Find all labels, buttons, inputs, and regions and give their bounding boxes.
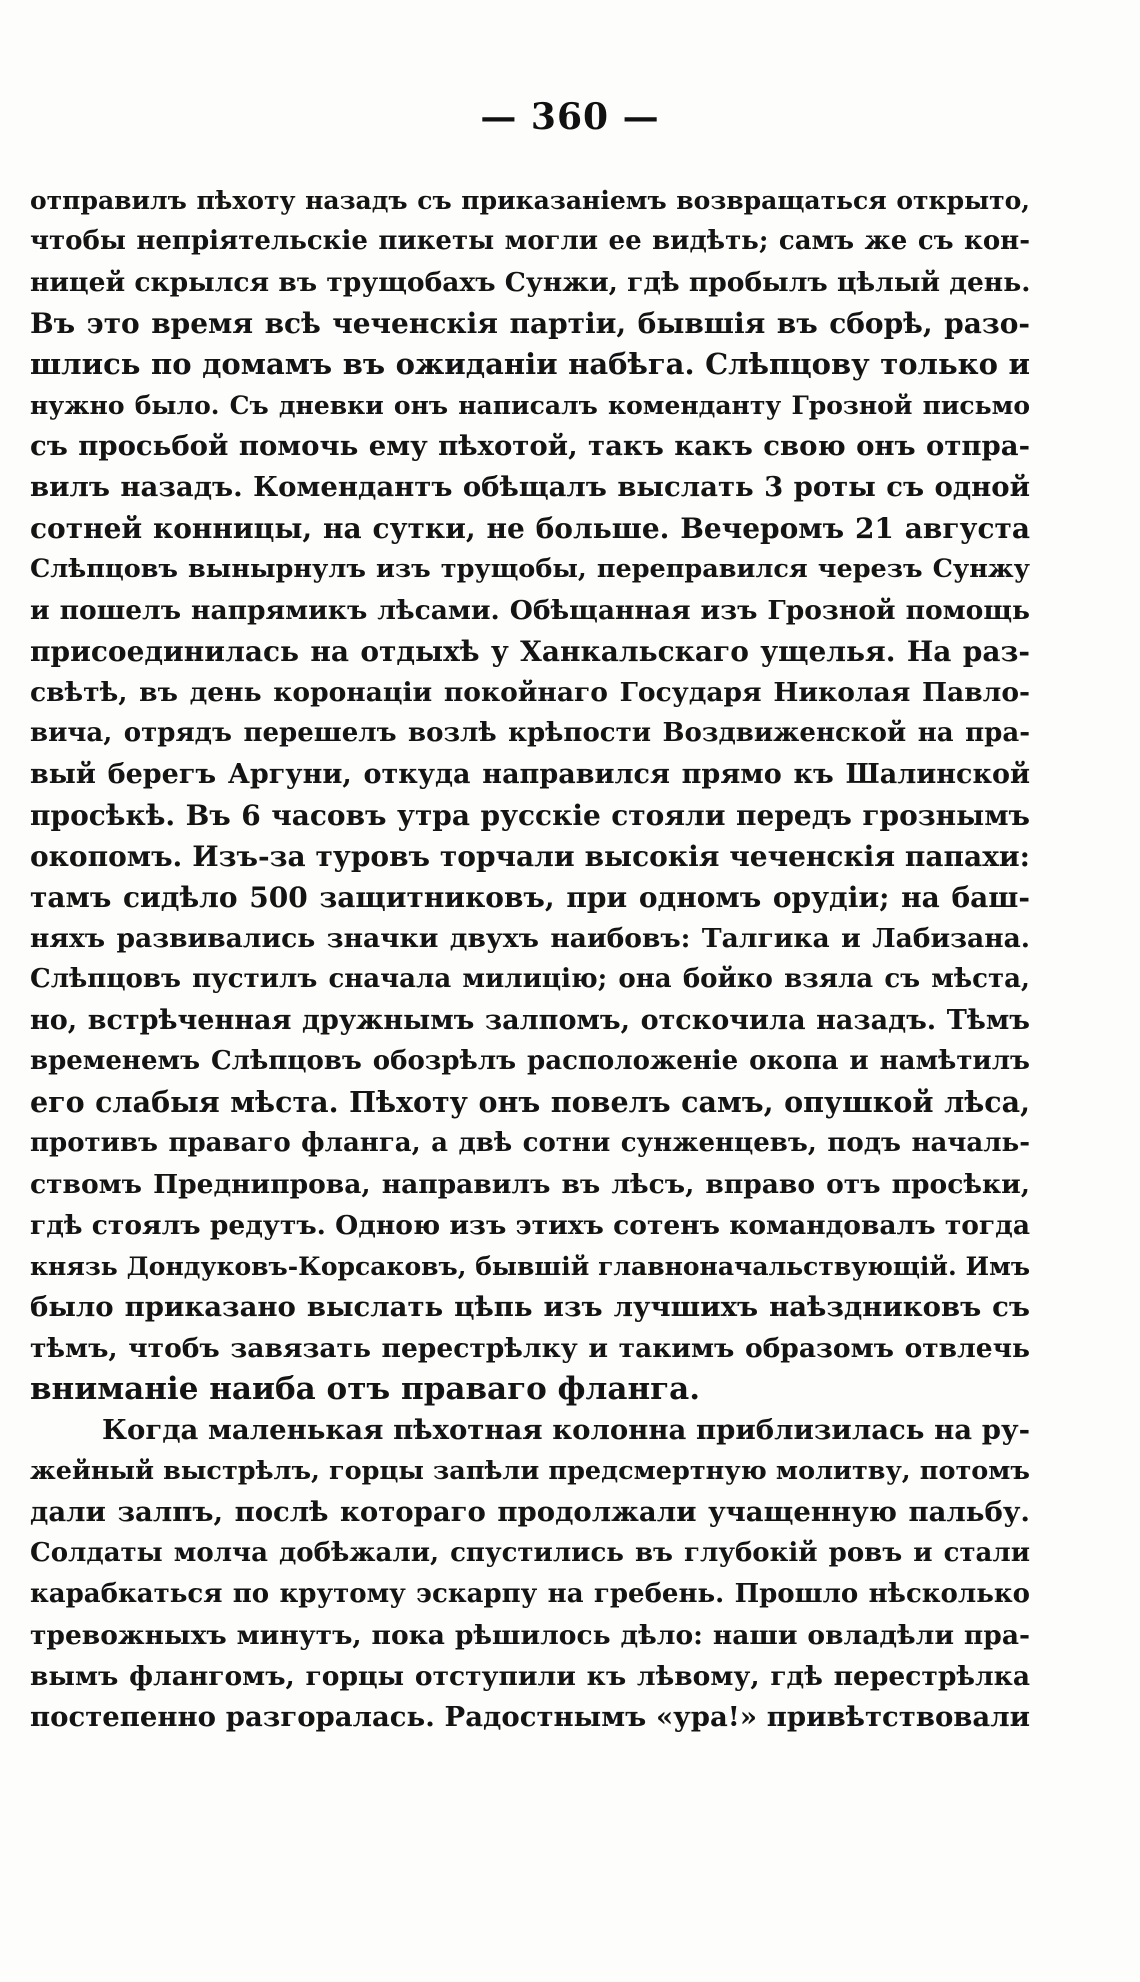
text-line: временемъ Слѣпцовъ обозрѣлъ расположеніе окопа и намѣтилъ	[30, 1046, 1030, 1076]
text-line: гдѣ стоялъ редутъ. Одною изъ этихъ сотенъ командовалъ тогда	[30, 1210, 1030, 1241]
body-text	[30, 180, 1030, 1738]
text-line: жейный выстрѣлъ, горцы запѣли предсмертную молитву, потомъ	[30, 1456, 1030, 1486]
page-number: — 360 —	[480, 96, 660, 138]
text-line: его слабыя мѣста. Пѣхоту онъ повелъ самъ, опушкой лѣса,	[30, 1085, 1030, 1119]
text-line: Слѣпцовъ пустилъ сначала милицію; она бойко взяла съ мѣста,	[30, 964, 1030, 994]
text-line: и пошелъ напрямикъ лѣсами. Обѣщанная изъ Грозной помощь	[30, 595, 1030, 626]
text-line: окопомъ. Изъ-за туровъ торчали высокія чеченскія папахи:	[30, 840, 1030, 873]
text-line: шлись по домамъ въ ожиданіи набѣга. Слѣпцову только и	[30, 347, 1030, 381]
text-line: ствомъ Преднипрова, направилъ въ лѣсъ, вправо отъ просѣки,	[30, 1169, 1030, 1200]
text-line: тревожныхъ минутъ, пока рѣшилось дѣло: наши овладѣли пра-	[30, 1620, 1030, 1651]
text-line: тамъ сидѣло 500 защитниковъ, при одномъ орудіи; на баш-	[30, 881, 1030, 914]
text-line: карабкаться по крутому эскарпу на гребень. Прошло нѣсколько	[30, 1579, 1030, 1609]
text-line: вый берегъ Аргуни, откуда направился прямо къ Шалинской	[30, 759, 1030, 790]
text-line: сотней конницы, на сутки, не больше. Вечеромъ 21 августа	[30, 512, 1030, 545]
text-line: но, встрѣченная дружнымъ залпомъ, отскочила назадъ. Тѣмъ	[30, 1005, 1030, 1036]
text-line: противъ праваго фланга, а двѣ сотни сунженцевъ, подъ началь-	[30, 1128, 1030, 1158]
text-line: свѣтѣ, въ день коронаціи покойнаго Государя Николая Павло-	[30, 677, 1030, 708]
text-line: Слѣпцовъ вынырнулъ изъ трущобы, переправился черезъ Сунжу	[30, 554, 1030, 584]
text-line: ницей скрылся въ трущобахъ Сунжи, гдѣ пробылъ цѣлый день.	[30, 267, 1031, 298]
text-line: вниманіе наиба отъ праваго фланга.	[30, 1371, 701, 1407]
text-line: вымъ флангомъ, горцы отступили къ лѣвому, гдѣ перестрѣлка	[30, 1661, 1030, 1692]
text-line: чтобы непріятельскіе пикеты могли ее видѣть; самъ же съ кон-	[30, 226, 1030, 256]
paragraph-2	[30, 1410, 1030, 1738]
text-line: Когда маленькая пѣхотная колонна приблизилась на ру-	[102, 1414, 1030, 1446]
text-line: князь Дондуковъ-Корсаковъ, бывшій главноначальствующій. Имъ	[30, 1252, 1030, 1281]
text-line: постепенно разгоралась. Радостнымъ «ура!» привѣтствовали	[30, 1701, 1030, 1733]
text-line: няхъ развивались значки двухъ наибовъ: Талгика и Лабизана.	[30, 923, 1030, 954]
text-line: Солдаты молча добѣжали, спустились въ глубокій ровъ и стали	[30, 1538, 1030, 1568]
text-line: вилъ назадъ. Комендантъ обѣщалъ выслать 3 роты съ одной	[30, 471, 1030, 503]
text-line: просѣкѣ. Въ 6 часовъ утра русскіе стояли передъ грознымъ	[30, 799, 1030, 832]
paragraph-1	[30, 180, 1030, 1410]
text-line: дали залпъ, послѣ котораго продолжали учащенную пальбу.	[30, 1496, 1030, 1528]
text-line: тѣмъ, чтобъ завязать перестрѣлку и такимъ образомъ отвлечь	[30, 1333, 1030, 1364]
text-line: съ просьбой помочь ему пѣхотой, такъ какъ свою онъ отпра-	[30, 430, 1030, 462]
text-line: вича, отрядъ перешелъ возлѣ крѣпости Воздвиженской на пра-	[30, 718, 1030, 748]
text-line: было приказано выслать цѣпь изъ лучшихъ наѣздниковъ съ	[30, 1291, 1030, 1323]
text-line: отправилъ пѣхоту назадъ съ приказаніемъ возвращаться открыто,	[30, 186, 1030, 215]
text-line: присоединилась на отдыхѣ у Ханкальскаго ущелья. На раз-	[30, 635, 1030, 668]
text-line: Въ это время всѣ чеченскія партіи, бывшія въ сборѣ, разо-	[30, 307, 1030, 340]
text-line: нужно было. Съ дневки онъ написалъ коменданту Грозной письмо	[30, 391, 1030, 420]
